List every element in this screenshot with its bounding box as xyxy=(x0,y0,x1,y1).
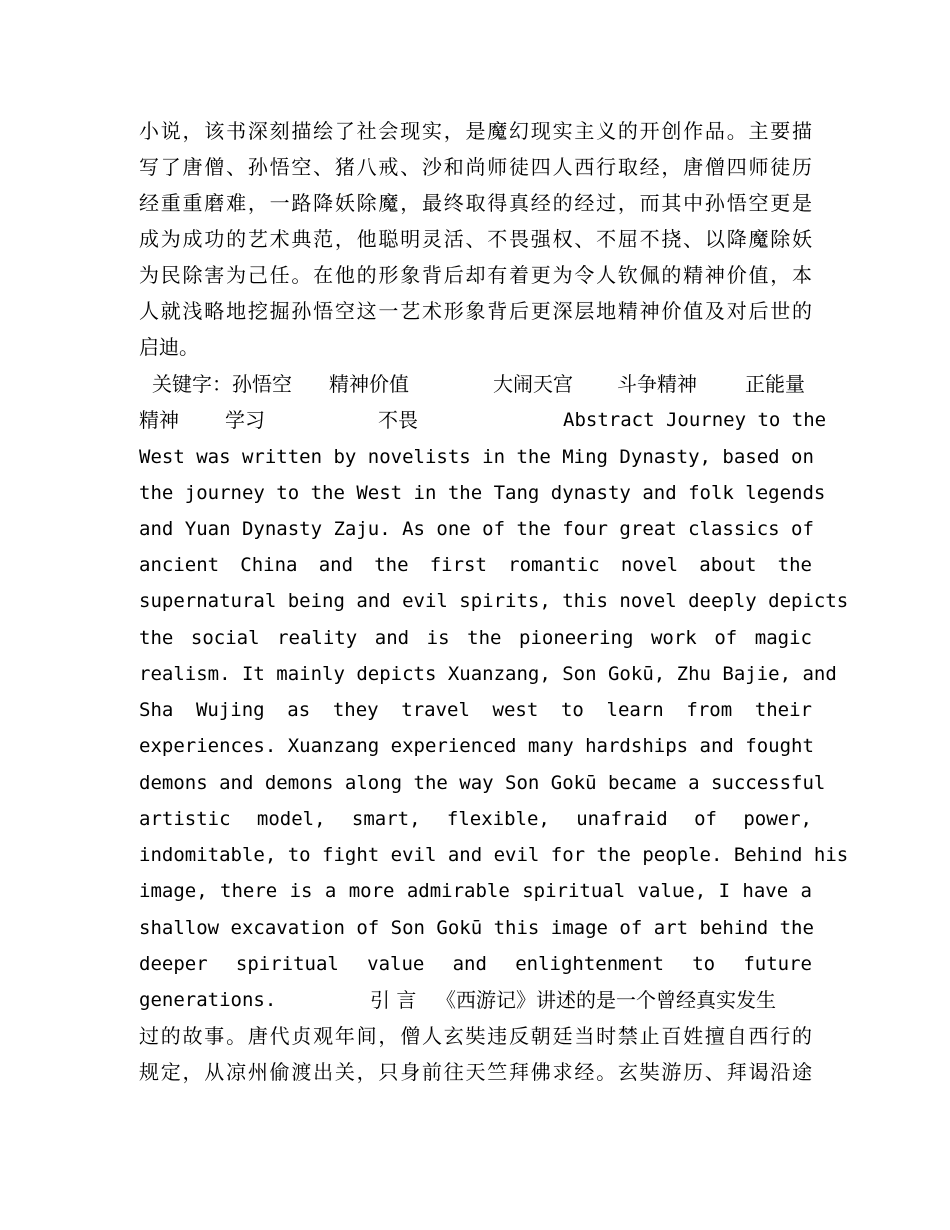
keyword-item: 不畏 xyxy=(378,408,418,432)
abstract-line-10: demons and demons along the way Son Gokū became a successful xyxy=(139,772,826,794)
intro-line-4: 成为成功的艺术典范，他聪明灵活、不畏强权、不屈不挠、以降魔除妖 xyxy=(139,227,812,251)
abstract-line-1: West was written by novelists in the Ming Dynasty, based on xyxy=(139,446,814,468)
abstract-line-8: Sha Wujing as they travel west to learn from their xyxy=(139,699,812,721)
abstract-line-9: experiences. Xuanzang experienced many hardships and fought xyxy=(139,735,814,757)
abstract-line-2: the journey to the West in the Tang dynasty and folk legends xyxy=(139,482,826,504)
closing-line-1: 过的故事。唐代贞观年间，僧人玄奘违反朝廷当时禁止百姓擅自西行的 xyxy=(139,1024,812,1048)
intro-line-6: 人就浅略地挖掘孙悟空这一艺术形象背后更深层地精神价值及对后世的 xyxy=(139,299,812,323)
intro-line-1: 小说，该书深刻描绘了社会现实，是魔幻现实主义的开创作品。主要描 xyxy=(139,119,812,143)
keyword-item: 精神 xyxy=(139,408,179,432)
closing-line-2: 规定，从凉州偷渡出关，只身前往天竺拜佛求经。玄奘游历、拜谒沿途 xyxy=(139,1060,812,1084)
keyword-item: 正能量 xyxy=(745,372,805,396)
introduction-text-start: 《西游记》讲述的是一个曾经真实发生 xyxy=(436,988,776,1012)
keyword-item: 大闹天宫 xyxy=(493,372,573,396)
introduction-line xyxy=(139,982,812,1018)
keyword-item: 精神价值 xyxy=(329,372,409,396)
keywords-line xyxy=(139,366,812,402)
abstract-last-word: generations. xyxy=(139,989,277,1011)
abstract-line-3: and Yuan Dynasty Zaju. As one of the four great classics of xyxy=(139,518,814,540)
abstract-line-13: image, there is a more admirable spiritual value, I have a xyxy=(139,880,812,902)
keywords-label: 关键字：孙悟空 xyxy=(152,372,292,396)
keyword-item: 学习 xyxy=(225,408,265,432)
abstract-line-6: the social reality and is the pioneering work of magic xyxy=(139,627,812,649)
abstract-line-11: artistic model, smart, flexible, unafraid of power, xyxy=(139,808,812,830)
abstract-line-5: supernatural being and evil spirits, this novel deeply depicts xyxy=(139,590,849,612)
abstract-heading: Abstract Journey to the xyxy=(563,409,827,431)
keyword-item: 斗争精神 xyxy=(617,372,697,396)
intro-line-7: 启迪。 xyxy=(139,335,199,359)
abstract-line-7: realism. It mainly depicts Xuanzang, Son Gokū, Zhu Bajie, and xyxy=(139,663,837,685)
intro-line-3: 经重重磨难，一路降妖除魔，最终取得真经的经过，而其中孙悟空更是 xyxy=(139,191,812,215)
abstract-line-4: ancient China and the first romantic novel about the xyxy=(139,554,812,576)
introduction-heading: 引 言 xyxy=(370,988,417,1012)
intro-line-2: 写了唐僧、孙悟空、猪八戒、沙和尚师徒四人西行取经，唐僧四师徒历 xyxy=(139,155,812,179)
keywords-line-2 xyxy=(139,402,827,438)
abstract-line-14: shallow excavation of Son Gokū this image of art behind the xyxy=(139,917,814,939)
abstract-line-12: indomitable, to fight evil and evil for the people. Behind his xyxy=(139,844,849,866)
abstract-line-15: deeper spiritual value and enlightenment to future xyxy=(139,953,812,975)
intro-line-5: 为民除害为己任。在他的形象背后却有着更为令人钦佩的精神价值，本 xyxy=(139,263,812,287)
